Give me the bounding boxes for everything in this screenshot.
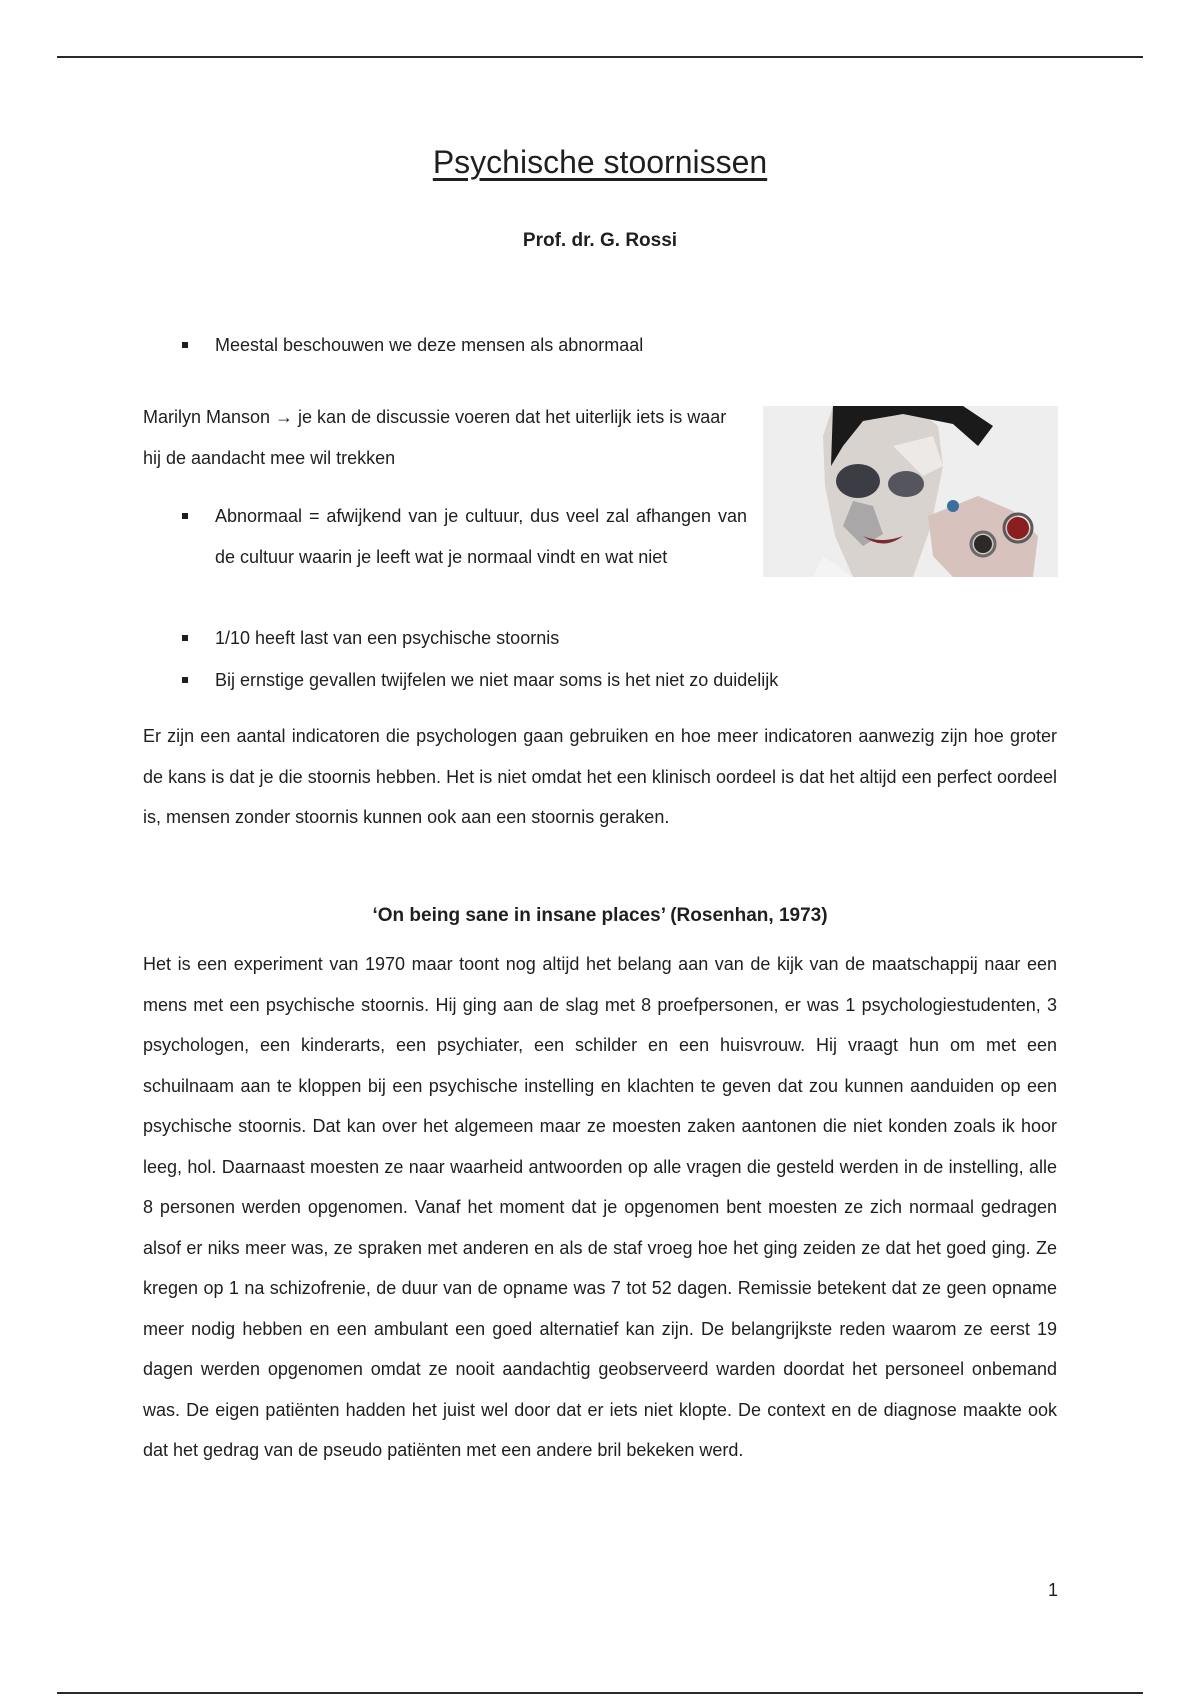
indicators-paragraph: Er zijn een aantal indicatoren die psychologen gaan gebruiken en hoe meer indicatoren aanwezig zijn hoe groter de kans is dat je die stoornis hebben. Het is niet omdat het een klinisch oordeel is dat het altijd een perfect oordeel is, mensen zonder stoornis kunnen ook aan een stoornis geraken. [143, 726, 1057, 827]
manson-paragraph: Marilyn Manson → je kan de discussie voeren dat het uiterlijk iets is waar hij de aandacht mee wil trekken [143, 407, 727, 468]
bullet-marker [182, 342, 188, 348]
section-heading: ‘On being sane in insane places’ (Rosenhan, 1973) [372, 905, 828, 926]
bullet-text: Meestal beschouwen we deze mensen als abnormaal [215, 335, 644, 355]
page-number: 1 [1047, 1580, 1058, 1600]
experiment-paragraph: Het is een experiment van 1970 maar toont nog altijd het belang aan van de kijk van de maatschappij naar een mens met een psychische stoornis. Hij ging aan de slag met 8 proefpersonen, er was 1 psychologiestudenten, 3 psychologen, een kinderarts, een psychiater, een schilder en een huisvrouw. Hij vraagt hun om met een schuilnaam aan te kloppen bij een psychische instelling en klachten te geven dat zou kunnen aanduiden op een psychische stoornis. Dat kan over het algemeen maar ze moesten zaken aantonen die niet konden zoals ik hoor leeg, hol. Daarnaast moesten ze naar waarheid antwoorden op alle vragen die gesteld werden in de instelling, alle 8 personen werden opgenomen. Vanaf het moment dat je opgenomen bent moesten ze zich normaal gedragen alsof er niks meer was, ze spraken met anderen en als de staf vroeg hoe het ging zeiden ze dat het goed ging. Ze kregen op 1 na schizofrenie, de duur van de opname was 7 tot 52 dagen. Remissie betekent dat ze geen opname meer nodig hebben en een ambulant een goed alternatief kan zijn. De belangrijkste reden waarom ze eerst 19 dagen werden opgenomen omdat ze nooit aandachtig geobserveerd warden doordat het personeel onbemand was. De eigen patiënten hadden het juist wel door dat er iets niet klopte. De context en de diagnose maakte ook dat het gedrag van de pseudo patiënten met een andere bril bekeken werd. [143, 954, 1057, 1460]
bullet-text: Abnormaal = afwijkend van je cultuur, dus veel zal afhangen van de cultuur waarin je leeft wat je normaal vindt en wat niet [215, 506, 747, 567]
portrait-illustration [763, 406, 1058, 577]
bullet-marker [182, 677, 188, 683]
header-rule [57, 56, 1143, 58]
bullet-text: 1/10 heeft last van een psychische stoornis [215, 628, 560, 648]
document-author: Prof. dr. G. Rossi [522, 230, 678, 251]
bullet-text: Bij ernstige gevallen twijfelen we niet maar soms is het niet zo duidelijk [215, 670, 779, 690]
bullet-marker [182, 513, 188, 519]
bullet-marker [182, 635, 188, 641]
document-title: Psychische stoornissen [432, 144, 768, 180]
footer-rule [57, 1692, 1143, 1694]
marilyn-manson-photo [763, 406, 1058, 577]
